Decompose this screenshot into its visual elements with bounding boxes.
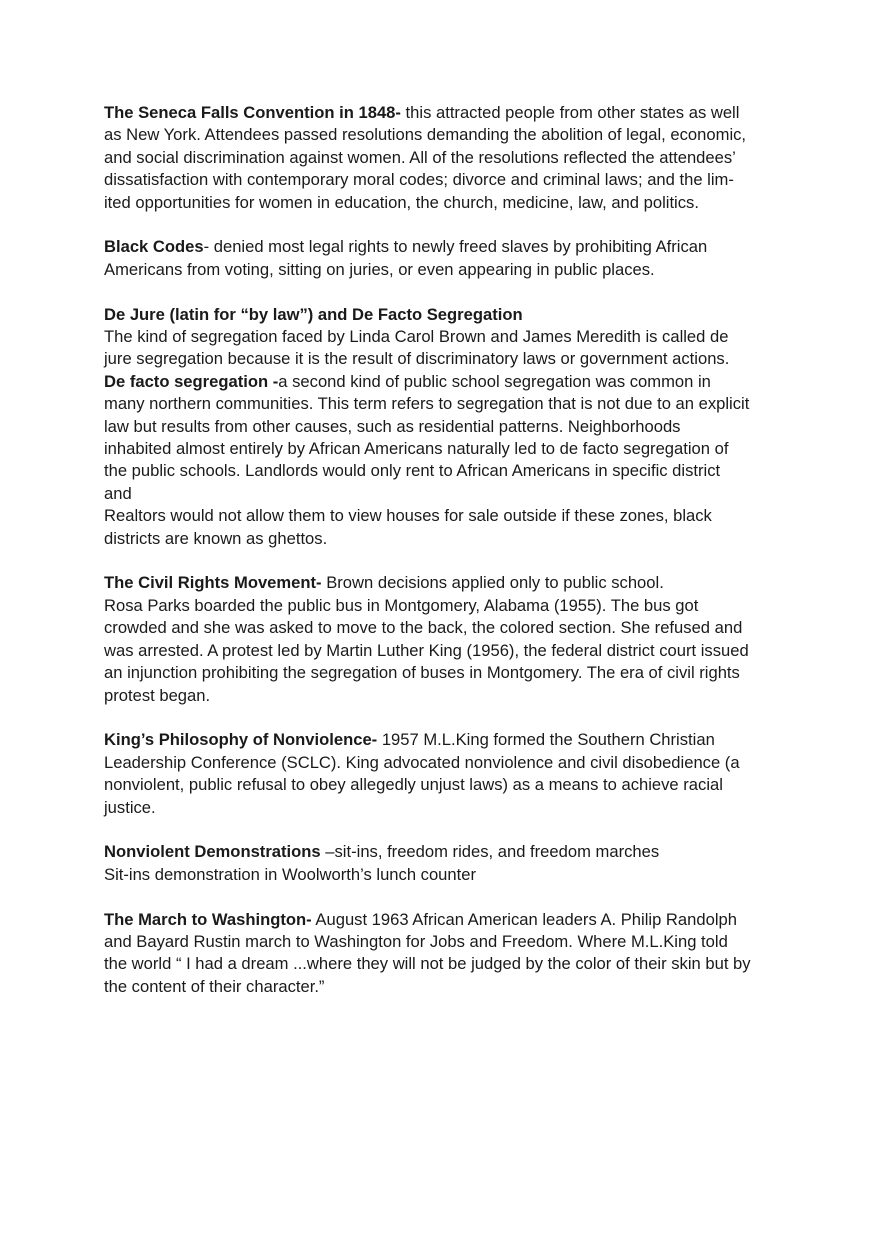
section-demonstrations xyxy=(104,841,784,886)
text-line: and xyxy=(104,483,132,503)
text-line xyxy=(104,841,784,863)
text-line: The kind of segregation faced by Linda Carol Brown and James Meredith is called de xyxy=(104,327,729,347)
text-line xyxy=(104,304,784,326)
text-line xyxy=(104,102,784,124)
text-line: as New York. Attendees passed resolutions demanding the abolition of legal, economic, xyxy=(104,125,747,145)
text-line: jure segregation because it is the result of discriminatory laws or government actions. xyxy=(104,349,730,369)
text-line: the world “ I had a dream ...where they will not be judged by the color of their skin but by xyxy=(104,954,751,974)
section-heading: King’s Philosophy of Nonviolence- xyxy=(104,730,378,750)
section-heading: The Civil Rights Movement- xyxy=(104,573,322,593)
text-line: law but results from other causes, such as residential patterns. Neighborhoods xyxy=(104,416,681,436)
section-heading: De Jure (latin for “by law”) and De Facto Segregation xyxy=(104,304,523,324)
text-line: Sit-ins demonstration in Woolworth’s lunch counter xyxy=(104,864,477,884)
body-text: –sit-ins, freedom rides, and freedom marches xyxy=(320,842,660,862)
text-line: crowded and she was asked to move to the back, the colored section. She refused and xyxy=(104,618,743,638)
text-line: Americans from voting, sitting on juries, or even appearing in public places. xyxy=(104,259,655,279)
document-page xyxy=(104,102,784,1021)
text-line: dissatisfaction with contemporary moral codes; divorce and criminal laws; and the lim- xyxy=(104,170,734,190)
body-text: this attracted people from other states as well xyxy=(400,103,740,122)
text-line: the content of their character.” xyxy=(104,976,325,996)
text-line: the public schools. Landlords would only rent to African Americans in specific district xyxy=(104,461,721,481)
text-line: nonviolent, public refusal to obey allegedly unjust laws) as a means to achieve racial xyxy=(104,775,723,795)
body-text: a second kind of public school segregation was common in xyxy=(278,371,711,391)
text-line: inhabited almost entirely by African Americans naturally led to de facto segregation of xyxy=(104,439,729,459)
text-line xyxy=(104,236,784,258)
section-segregation xyxy=(104,304,784,550)
body-text: - denied most legal rights to newly freed slaves by prohibiting African xyxy=(203,237,708,257)
text-line: and Bayard Rustin march to Washington for Jobs and Freedom. Where M.L.King told xyxy=(104,931,728,951)
section-civil-rights xyxy=(104,572,784,706)
text-line: justice. xyxy=(104,797,156,817)
text-line: many northern communities. This term refers to segregation that is not due to an explicit xyxy=(104,394,750,414)
body-text: Brown decisions applied only to public school. xyxy=(321,573,664,593)
text-line: Leadership Conference (SCLC). King advocated nonviolence and civil disobedience (a xyxy=(104,752,740,772)
text-line: an injunction prohibiting the segregation of buses in Montgomery. The era of civil rights xyxy=(104,663,740,683)
text-line: and social discrimination against women. All of the resolutions reflected the attendees’ xyxy=(104,147,736,167)
text-line: protest began. xyxy=(104,685,211,705)
text-line: Realtors would not allow them to view houses for sale outside if these zones, black xyxy=(104,506,712,526)
text-line: ited opportunities for women in education, the church, medicine, law, and politics. xyxy=(104,192,699,212)
text-line: Rosa Parks boarded the public bus in Montgomery, Alabama (1955). The bus got xyxy=(104,595,699,615)
section-seneca-falls xyxy=(104,102,784,214)
text-line: was arrested. A protest led by Martin Luther King (1956), the federal district court issued xyxy=(104,640,749,660)
text-line xyxy=(104,729,784,751)
section-nonviolence xyxy=(104,729,784,819)
section-heading: The March to Washington- xyxy=(104,909,312,929)
text-line xyxy=(104,572,784,594)
section-black-codes xyxy=(104,236,784,281)
body-text: August 1963 African American leaders A. Philip Randolph xyxy=(311,909,737,929)
section-heading: The Seneca Falls Convention in 1848- xyxy=(104,103,401,122)
text-line xyxy=(104,909,784,931)
text-line xyxy=(104,371,784,393)
body-text: 1957 M.L.King formed the Southern Christian xyxy=(377,730,715,750)
text-line: districts are known as ghettos. xyxy=(104,528,328,548)
section-heading: Nonviolent Demonstrations xyxy=(104,842,321,862)
section-march-washington xyxy=(104,909,784,999)
subheading: De facto segregation - xyxy=(104,371,279,391)
section-heading: Black Codes xyxy=(104,237,204,257)
